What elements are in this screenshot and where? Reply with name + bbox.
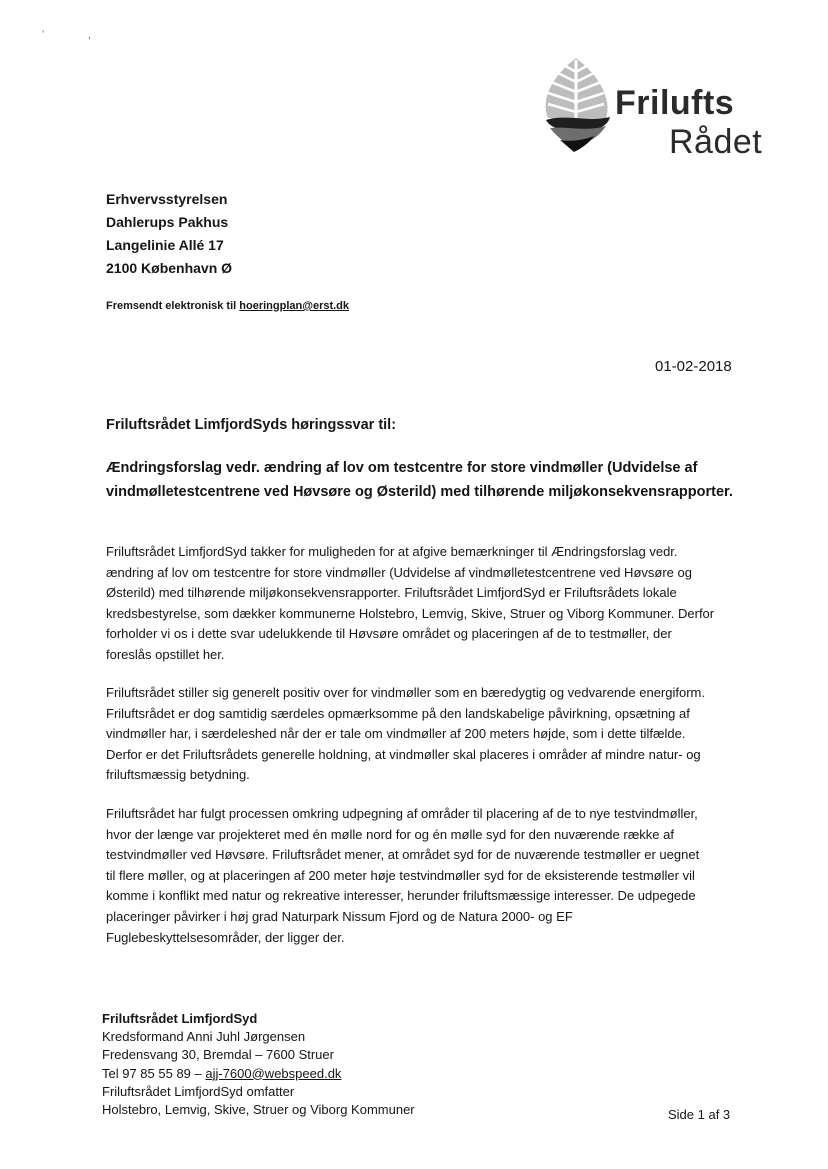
paragraph-line: hvor der længe var projekteret med én mølle nord for og én mølle syd for den nuværende række af <box>106 826 674 842</box>
recipient-city: 2100 København Ø <box>106 260 233 276</box>
sender-organization: Friluftsrådet LimfjordSyd <box>102 1011 258 1026</box>
sender-chair: Kredsformand Anni Juhl Jørgensen <box>102 1029 306 1045</box>
paragraph-line: Friluftsrådet stiller sig generelt positiv over for vindmøller som en bæredygtig og vedvarende energiform. <box>106 685 705 700</box>
scan-mark: ʼ <box>42 30 45 41</box>
paragraph-line: vindmøller har, i særdeleshed når der er tale om vindmøller af 200 meters højde, som i dette tilfælde. <box>106 726 686 742</box>
body-paragraph <box>106 683 756 786</box>
sender-address: Fredensvang 30, Bremdal – 7600 Struer <box>102 1047 334 1063</box>
sent-electronically-note <box>106 300 349 312</box>
paragraph-line: Friluftsrådet har fulgt processen omkring udpegning af områder til placering af de to nye testvindmøller, <box>106 806 698 821</box>
paragraph-line: Østerild) med tilhørende miljøkonsekvensrapporter. Friluftsrådet LimfjordSyd er Friluftsrådets lokale <box>106 585 677 601</box>
page-number: Side 1 af 3 <box>668 1107 731 1122</box>
sender-municipalities: Holstebro, Lemvig, Skive, Struer og Viborg Kommuner <box>102 1102 415 1118</box>
paragraph-line: Friluftsrådet LimfjordSyd takker for muligheden for at afgive bemærkninger til Ændringsforslag vedr. <box>106 544 678 559</box>
paragraph-line: friluftsmæssig betydning. <box>106 767 250 783</box>
logo-text-raadet: Rådet <box>669 123 763 161</box>
recipient-email-link[interactable]: hoeringplan@erst.dk <box>239 300 350 312</box>
leaf-logo-icon <box>538 56 618 156</box>
paragraph-line: til flere møller, og at placeringen af 200 meter høje testvindmøller syd for de eksisterende testmøller vil <box>106 867 695 883</box>
headline-line: Ændringsforslag vedr. ændring af lov om testcentre for store vindmøller (Udvidelse af <box>106 460 698 476</box>
paragraph-line: Friluftsrådet er dog samtidig særdeles opmærksomme på den landskabelige påvirkning, opsætning af <box>106 705 690 721</box>
letter-headline <box>106 456 746 504</box>
letter-subject: Friluftsrådet LimfjordSyds høringssvar til: <box>106 417 397 433</box>
paragraph-line: forholder vi os i dette svar udelukkende til Høvsøre området og placeringen af de to testmøller, der <box>106 626 672 642</box>
paragraph-line: ændring af lov om testcentre for store vindmøller (Udvidelse af vindmølletestcentrene ved Høvsøre og <box>106 564 692 580</box>
sender-email-link[interactable]: ajj-7600@webspeed.dk <box>205 1065 342 1081</box>
sent-note-prefix: Fremsendt elektronisk til <box>106 300 237 312</box>
scan-mark: , <box>88 30 91 41</box>
recipient-street: Langelinie Allé 17 <box>106 237 224 253</box>
recipient-address <box>106 188 232 280</box>
paragraph-line: Derfor er det Friluftsrådets generelle holdning, at vindmøller skal placeres i områder af mindre natur- og <box>106 746 701 762</box>
recipient-name: Erhvervsstyrelsen <box>106 191 228 207</box>
paragraph-line: foreslås opstillet her. <box>106 646 225 662</box>
friluftsraadet-logo <box>538 56 768 160</box>
sender-block <box>102 1010 415 1119</box>
sender-covers-label: Friluftsrådet LimfjordSyd omfatter <box>102 1083 295 1099</box>
letter-date: 01-02-2018 <box>655 358 732 375</box>
paragraph-line: komme i konflikt med natur og rekreative interesser, herunder friluftsmæssige interesser. De udpegede <box>106 888 696 904</box>
sender-contact <box>102 1065 415 1083</box>
paragraph-line: Fuglebeskyttelsesområder, der ligger der. <box>106 929 345 945</box>
paragraph-line: kredsbestyrelse, som dækker kommunerne Holstebro, Lemvig, Skive, Struer og Viborg Kommuner. Derfor <box>106 605 715 621</box>
paragraph-line: testvindmøller ved Høvsøre. Friluftsrådet mener, at området syd for de nuværende testmøller er uegnet <box>106 847 700 863</box>
body-paragraph <box>106 804 756 948</box>
paragraph-line: placeringer påvirker i høj grad Naturpark Nissum Fjord og de Natura 2000- og EF <box>106 908 573 924</box>
sender-phone: Tel 97 85 55 89 – <box>102 1065 206 1081</box>
recipient-building: Dahlerups Pakhus <box>106 214 229 230</box>
headline-line: vindmølletestcentrene ved Høvsøre og Østerild) med tilhørende miljøkonsekvensrapporter. <box>106 484 733 500</box>
body-paragraph <box>106 542 756 666</box>
logo-text-frilufts: Frilufts <box>615 84 735 122</box>
